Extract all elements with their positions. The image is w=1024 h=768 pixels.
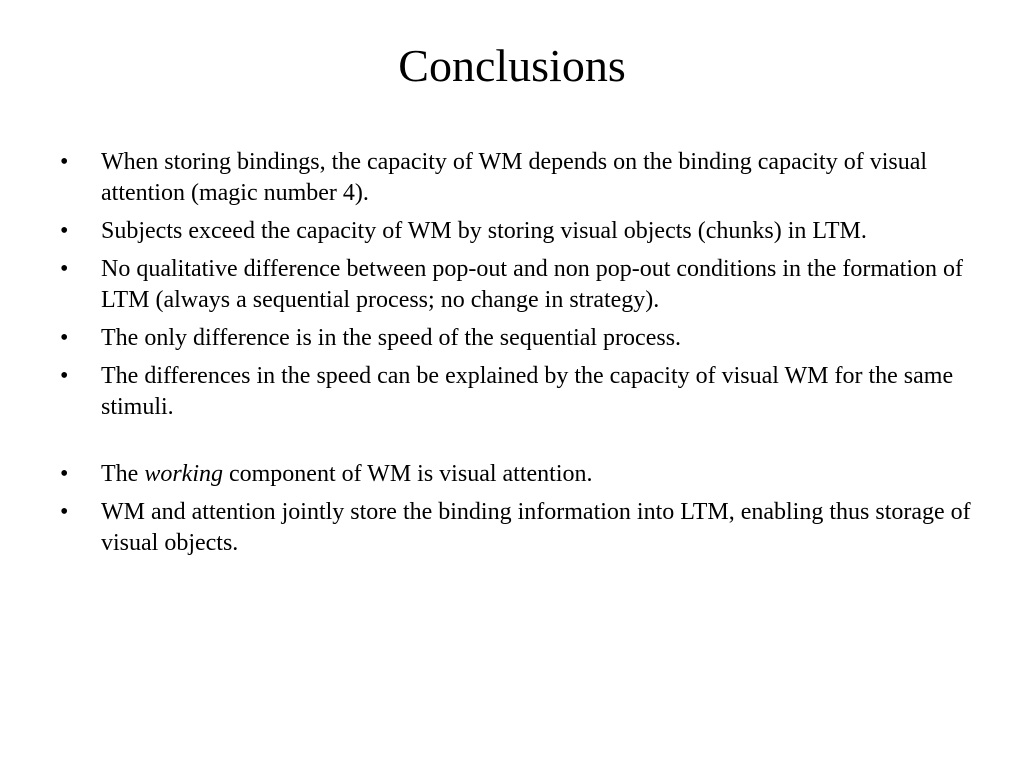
bullet-text-prefix: The xyxy=(101,461,145,487)
bullet-icon: • xyxy=(60,363,69,389)
bullet-text-suffix: component of WM is visual attention. xyxy=(222,461,593,487)
bullet-icon: • xyxy=(60,325,69,351)
bullet-text: WM and attention jointly store the binding information into LTM, enabling thus storage of visual objects. xyxy=(101,499,971,556)
bullet-item xyxy=(60,147,980,209)
bullet-text xyxy=(101,461,593,487)
bullet-list xyxy=(60,147,980,566)
bullet-item xyxy=(60,361,980,423)
bullet-text: When storing bindings, the capacity of WM depends on the binding capacity of visual attention (magic number 4). xyxy=(101,149,928,206)
slide-title: Conclusions xyxy=(398,40,626,91)
bullet-text-emphasis: working xyxy=(144,461,223,487)
bullet-icon: • xyxy=(60,499,69,525)
bullet-icon: • xyxy=(60,218,69,244)
bullet-text: No qualitative difference between pop-out and non pop-out conditions in the formation of LTM (always a sequential process; no change in strategy). xyxy=(101,256,963,313)
bullet-icon: • xyxy=(60,256,69,282)
bullet-item xyxy=(60,323,980,354)
bullet-text: Subjects exceed the capacity of WM by storing visual objects (chunks) in LTM. xyxy=(101,218,867,244)
bullet-item xyxy=(60,459,980,490)
bullet-text: The differences in the speed can be explained by the capacity of visual WM for the same stimuli. xyxy=(101,363,954,420)
bullet-item xyxy=(60,254,980,316)
bullet-icon: • xyxy=(60,461,69,487)
bullet-text: The only difference is in the speed of the sequential process. xyxy=(101,325,682,351)
bullet-item xyxy=(60,497,980,559)
bullet-icon: • xyxy=(60,149,69,175)
bullet-item xyxy=(60,216,980,247)
